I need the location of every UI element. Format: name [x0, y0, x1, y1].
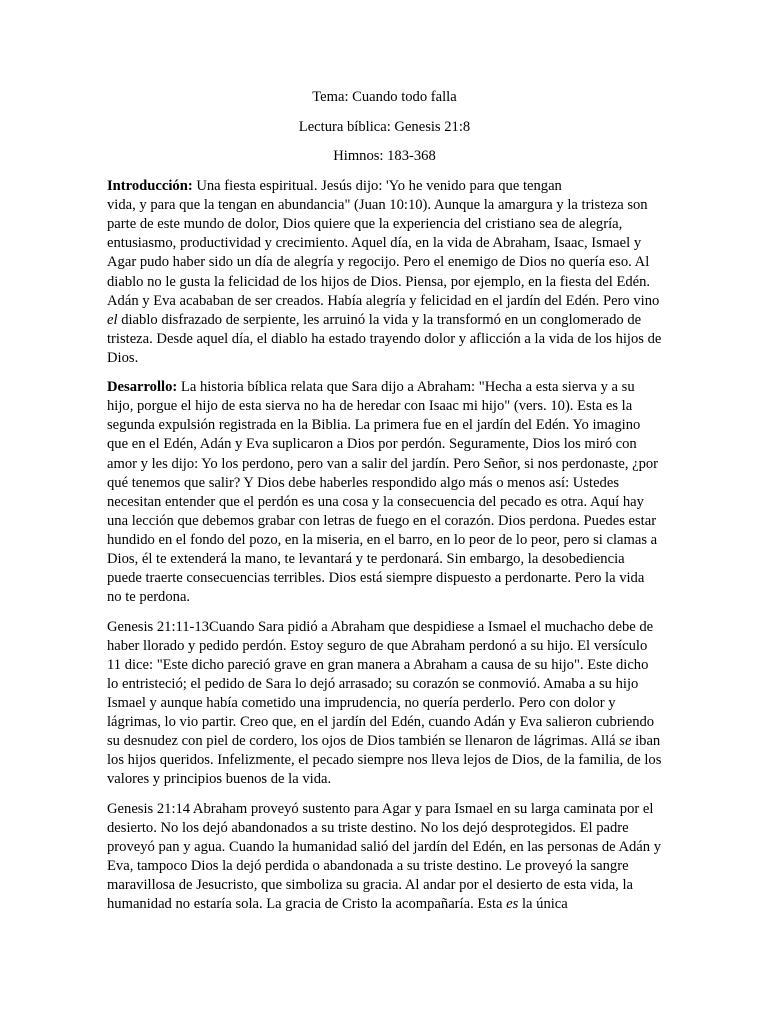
introduction-first-line [107, 177, 587, 196]
development-paragraph [107, 378, 662, 607]
genesis-14-italic: es [506, 896, 519, 912]
genesis-14-text-a: Genesis 21:14 Abraham proveyó sustento para Agar y para Ismael en su larga caminata por el desierto. No los dejó abandonados a su triste destino. No los dejó desprotegidos. El padre proveyó pan y agua. Cuando la humanidad salió del jardín del Edén, en las personas de Adán y Eva, tampoco Dios la dejó perdida o abandonada a su triste destino. Le proveyó la sangre maravillosa de Jesucristo, que simboliza su gracia. Al andar por el desierto de esta vida, la humanidad no estaría sola. La gracia de Cristo la acompañaría. Esta [107, 800, 662, 912]
genesis-14-text-b: la única [518, 896, 568, 912]
development-text: La historia bíblica relata que Sara dijo a Abraham: "Hecha a esta sierva y a su hijo, porgue el hijo de esta sierva no ha de heredar con Isaac mi hijo" (vers. 10). Esta es la segunda expulsión registrada en la Biblia. La primera fue en el jardín del Edén. Yo imagino que en el Edén, Adán y Eva suplicaron a Dios por perdón. Seguramente, Dios los miró con amor y les dijo: Yo los perdono, pero van a salir del jardín. Pero Señor, si nos perdonaste, ¿por qué tenemos que salir? Y Dios debe haberles respondido algo más o menos así: Ustedes necesitan entender que el perdón es una cosa y la consecuencia del pecado es otra. Aquí hay una lección que debemos grabar con letras de fuego en el corazón. Dios perdona. Puedes estar hundido en el fondo del pozo, en la miseria, en el barro, en lo peor de lo peor, pero si clamas a Dios, él te extenderá la mano, te levantará y te perdonará. Sin embargo, la desobediencia puede traerte consecuencias terribles. Dios está siempre dispuesto a perdonarte. Pero la vida no te perdona. [107, 379, 659, 606]
introduction-text-b: diablo disfrazado de serpiente, les arruinó la vida y la transformó en un conglomerado de tristeza. Desde aquel día, el diablo ha estado trayendo dolor y aflicción a la vida de los hijos de Dios. [107, 311, 662, 366]
introduction-line-1: Una fiesta espiritual. Jesús dijo: 'Yo he venido para que tengan [192, 178, 562, 195]
genesis-11-13-paragraph [107, 618, 662, 790]
bible-reading: Lectura bíblica: Genesis 21:8 [298, 118, 471, 135]
hymns: Himnos: 183-368 [333, 148, 436, 165]
introduction-text-a: vida, y para que la tengan en abundancia" (Juan 10:10). Aunque la amargura y la tristeza son parte de este mundo de dolor, Dios quiere que la experiencia del cristiano sea de alegría, entusiasmo, productividad y crecimiento. Aquel día, en la vida de Abraham, Isaac, Ismael y Agar pudo haber sido un día de alegría y regocijo. Pero el enemigo de Dios no quería eso. Al diablo no le gusta la felicidad de los hijos de Dios. Piensa, por ejemplo, en la fiesta del Edén. Adán y Eva acababan de ser creados. Había alegría y felicidad en el jardín del Edén. Pero vino [107, 197, 660, 309]
sermon-topic: Tema: Cuando todo falla [312, 89, 457, 105]
introduction-italic: el [107, 311, 118, 328]
introduction-label: Introducción: [107, 178, 193, 195]
genesis-11-13-italic: se [619, 733, 632, 750]
document-page [107, 88, 662, 924]
genesis-11-13-text-a: Genesis 21:11-13Cuando Sara pidió a Abraham que despidiese a Ismael el muchacho debe de haber llorado y pedido perdón. Estoy seguro de que Abraham perdonó a su hijo. El versículo 11 dice: "Este dicho pareció grave en gran manera a Abraham a causa de su hijo". Este dicho lo entristeció; el pedido de Sara lo dejó arrasado; su corazón se conmovió. Amaba a su hijo Ismael y aunque había cometido una imprudencia, no quería perderlo. Pero con dolor y lágrimas, lo vio partir. Creo que, en el jardín del Edén, cuando Adán y Eva salieron cubriendo su desnudez con piel de cordero, los ojos de Dios también se llenaron de lágrimas. Allá [107, 618, 655, 750]
introduction-paragraph [107, 177, 662, 368]
genesis-11-13-text-b: iban los hijos queridos. Infelizmente, el pecado siempre nos lleva lejos de Dios, de la familia, de los valores y principios buenos de la vida. [107, 733, 662, 788]
development-label: Desarrollo: [107, 379, 178, 396]
genesis-14-paragraph [107, 800, 662, 915]
